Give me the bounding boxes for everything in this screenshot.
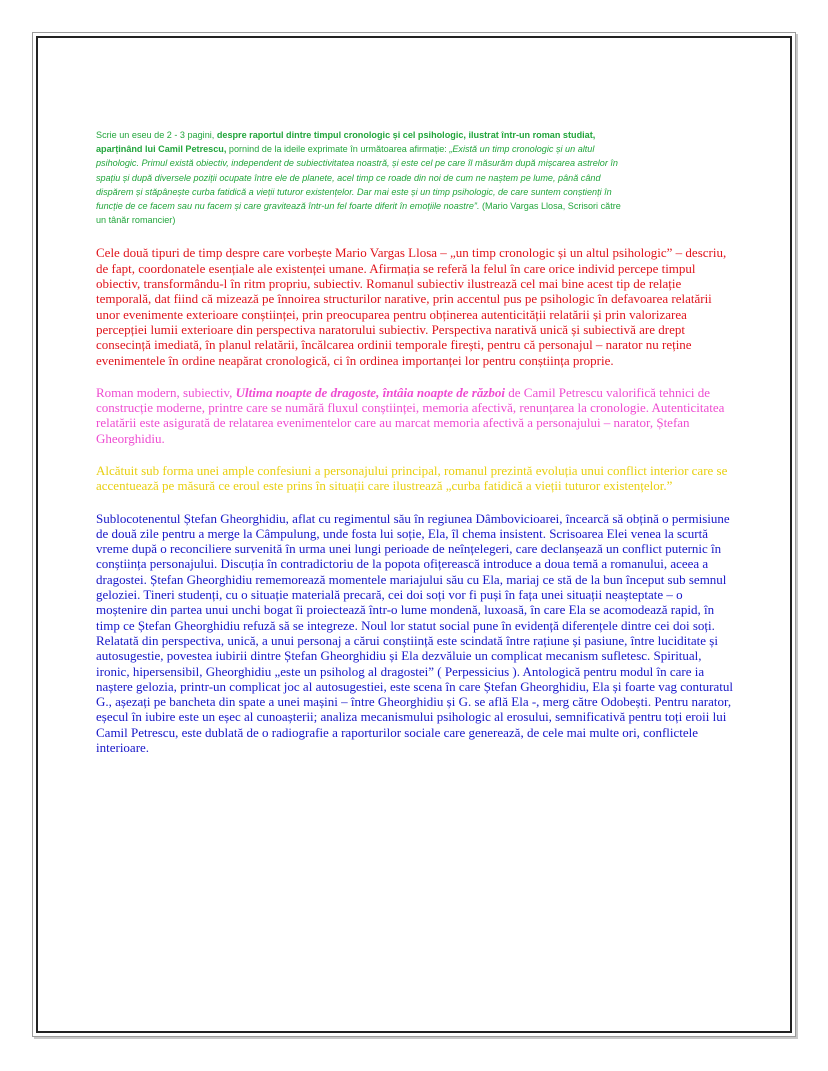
paragraph-4: Sublocotenentul Ștefan Gheorghidiu, aflat cu regimentul său în regiunea Dâmbovicioarei, încearcă să obțină o permisiune de două zile pentru a merge la Câmpulung, unde fosta lui soție, Ela, îl chema insistent. Scrisoarea Elei venea la scurtă vreme după o reconciliere survenită în urma unei lungi perioade de neînțelegeri, care declanșează un conflict puternic în conștiința personajului. Discuția în contradictoriu de la popota ofițerească introduce a doua temă a romanului, aceea a dragostei. Ștefan Gheorghidiu rememorează momentele mariajului său cu Ela, mariaj ce stă de la bun început sub semnul geloziei. Tineri studenți, cu o situație materială precară, cei doi soți vor fi puși în fața unei situații neașteptate – o moștenire din partea unui unchi bogat îi proiectează într-o lume mondenă, luxoasă, în care Ela se acomodează rapid, în timp ce Ștefan Gheorghidiu refuză să se integreze. Noul lor statut social pune în evidență diferențele dintre cei doi soți. Relatată din perspectiva, unică, a unui personaj a cărui conștiință este scindată între rațiune și pasiune, între luciditate și autosugestie, povestea iubirii dintre Ștefan Gheorghidiu și Ela dezvăluie un complicat mecanism sufletesc. Spiritual, ironic, hipersensibil, Gheorghidiu „este un psiholog al dragostei” ( Perpessicius ). Antologică pentru modul în care ia naștere gelozia, printr-un complicat joc al autosugestiei, este scena în care Ștefan Gheorghidiu, Ela și foarte vag conturatul G., așezați pe bancheta din spate a unei mașini – între Gheorghidiu și G. se află Ela -, merg către Odobești. Pentru narator, eșecul în iubire este un eșec al cunoașterii; analiza mecanismului psihologic al erosului, semnificativă pentru toți eroii lui Camil Petrescu, este dublată de o radiografie a raporturilor sociale care generează, de cele mai multe ori, conflictele interioare.: [96, 510, 733, 756]
prompt-after-bold: pornind de la ideile exprimate în următoarea afirmație:: [226, 144, 450, 155]
novel-title: Ultima noapte de dragoste, întâia noapte de război: [235, 384, 506, 400]
prompt-bold: despre raportul dintre timpul cronologic și cel psihologic, ilustrat într-un roman studiat, aparținând lui Camil Petrescu,: [96, 130, 596, 155]
paragraph-2-start: Roman modern, subiectiv,: [96, 384, 236, 400]
prompt-quote: „Există un timp cronologic și un altul psihologic. Primul există obiectiv, independent de subiectivitatea noastră, și este cel pe care îl măsurăm după mișcarea astrelor în spațiu și după diversele poziții ocupate între ele de planete, acel timp ce roade din noi de cum ne naștem pe lume, până când dispărem și stăpânește curba fatidică a vieții tuturor existențelor. Dar mai este și un timp psihologic, de care suntem conștienți în funcție de ce facem sau nu facem și care gravitează într-un fel foarte diferit în emoțiile noastre”.: [96, 144, 618, 212]
paragraph-1: Cele două tipuri de timp despre care vorbește Mario Vargas Llosa – „un timp cronologic și un altul psihologic” – descriu, de fapt, coordonatele esențiale ale existenței umane. Afirmația se referă la felul în care orice individ percepe timpul obiectiv, transformându-l în ritm propriu, subiectiv. Romanul subiectiv ilustrează cel mai bine acest tip de relație temporală, dat fiind că mizează pe înnoirea structurilor narative, prin accentul pus pe psihologic în defavoarea relatării unor evenimente exterioare conștiinței, prin preocuparea pentru obținerea autenticității relatării și prin valorizarea percepției lumii exterioare din perspectiva naratorului subiectiv. Perspectiva narativă unică și subiectivă are drept consecință imediată, în planul relatării, încălcarea ordinii temporale firești, pentru că personajul – narator nu reține evenimentele în ordine neapărat cronologică, ci în ordinea importanței lor pentru conștiința proprie.: [96, 245, 727, 368]
paragraph-3: Alcătuit sub forma unei ample confesiuni a personajului principal, romanul prezintă evoluția unui conflict interior care se accentuează pe măsură ce eroul este prins în situații care ilustrează „curba fatidică a vieții tuturor existențelor.”: [96, 462, 728, 494]
document-body: [96, 128, 736, 772]
prompt-source: (Mario Vargas Llosa, Scrisori către un tânăr romancier): [96, 201, 621, 226]
essay-prompt: [96, 128, 631, 227]
prompt-intro: Scrie un eseu de 2 - 3 pagini,: [96, 130, 217, 140]
paragraph-2-rest: de Camil Petrescu valorifică tehnici de construcție moderne, printre care se numără fluxul conștiinței, memoria afectivă, renunțarea la cronologie. Autenticitatea relatării este asigurată de relatarea evenimentelor care au marcat memoria afectivă a personajului – narator, Ștefan Gheorghidiu.: [96, 384, 725, 446]
paragraph-2: [96, 385, 736, 446]
